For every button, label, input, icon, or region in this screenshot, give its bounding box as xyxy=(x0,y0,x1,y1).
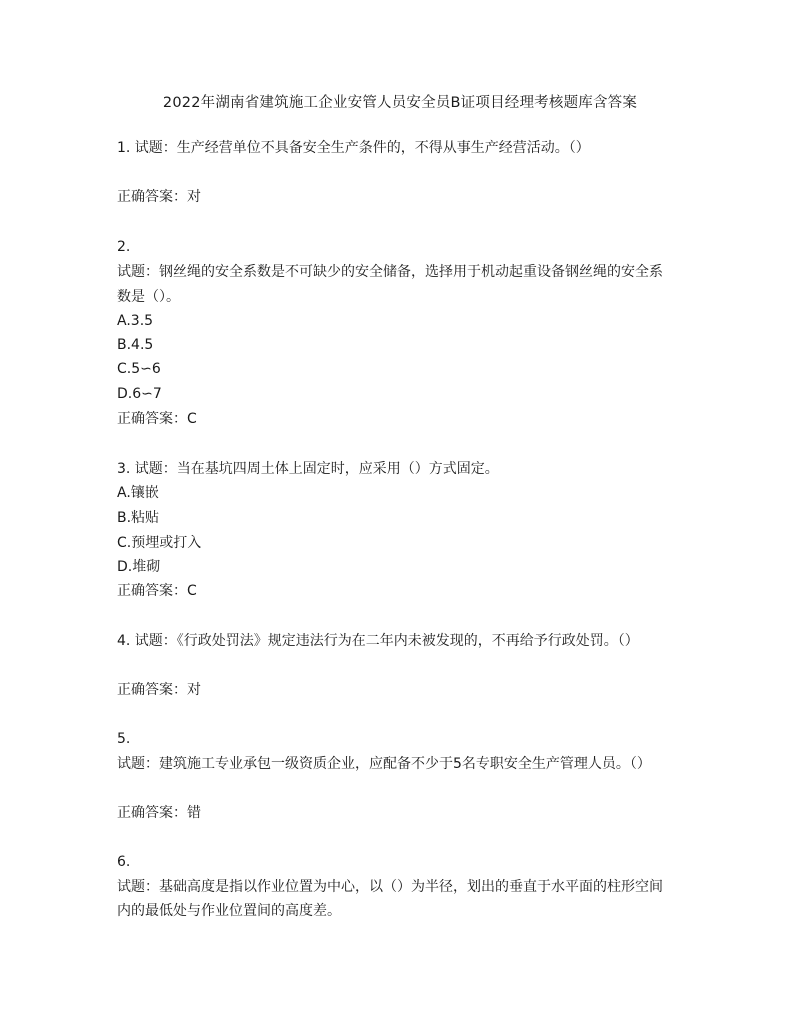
question-5-stem: 试题：建筑施工专业承包一级资质企业，应配备不少于5名专职安全生产管理人员。（） xyxy=(117,756,651,772)
question-5-number: 5. xyxy=(117,731,131,747)
question-2-option-c: C.5∽6 xyxy=(117,361,161,377)
question-2-number: 2. xyxy=(117,239,131,255)
question-3-option-c: C.预埋或打入 xyxy=(117,535,202,551)
question-5-answer: 正确答案：错 xyxy=(117,805,201,821)
question-2-stem-line-2: 数是（）。 xyxy=(117,289,180,305)
question-2-option-b: B.4.5 xyxy=(117,337,154,353)
question-2-option-d: D.6∽7 xyxy=(117,386,162,402)
question-3-option-b: B.粘贴 xyxy=(117,510,160,526)
question-4-answer: 正确答案：对 xyxy=(117,682,201,698)
question-1-answer: 正确答案：对 xyxy=(117,189,201,205)
question-2-option-a: A.3.5 xyxy=(117,313,154,329)
question-2-answer: 正确答案：C xyxy=(117,411,197,427)
question-3-answer: 正确答案：C xyxy=(117,583,197,599)
question-6-number: 6. xyxy=(117,854,131,870)
document-title: 2022年湖南省建筑施工企业安管人员安全员B证项目经理考核题库含答案 xyxy=(162,95,638,111)
question-3-option-d: D.堆砌 xyxy=(117,559,161,575)
question-1-stem: 1. 试题：生产经营单位不具备安全生产条件的，不得从事生产经营活动。（） xyxy=(117,140,590,156)
question-2-stem-line-1: 试题：钢丝绳的安全系数是不可缺少的安全储备，选择用于机动起重设备钢丝绳的安全系 xyxy=(117,264,663,280)
question-6-stem-line-2: 内的最低处与作业位置间的高度差。 xyxy=(117,903,341,919)
question-6-stem-line-1: 试题：基础高度是指以作业位置为中心，以（）为半径，划出的垂直于水平面的柱形空间 xyxy=(117,879,663,895)
question-3-option-a: A.镶嵌 xyxy=(117,485,159,501)
question-4-stem: 4. 试题：《行政处罚法》规定违法行为在二年内未被发现的，不再给予行政处罚。（） xyxy=(117,633,639,649)
question-3-stem: 3. 试题：当在基坑四周土体上固定时，应采用（）方式固定。 xyxy=(117,461,499,477)
